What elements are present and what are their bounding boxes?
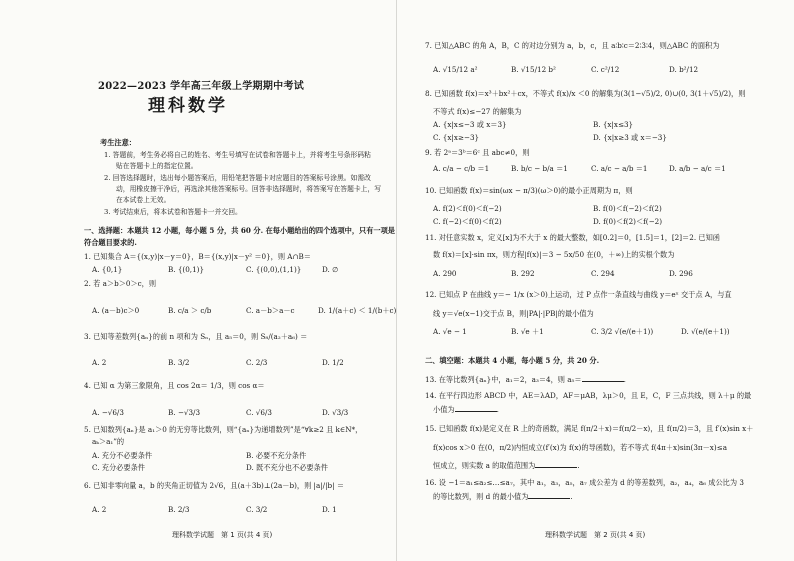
option-b: B. {(0,1)} xyxy=(168,265,205,274)
option-a: A. f(2)＜f(0)＜f(−2) xyxy=(433,204,502,213)
option-b: B. √e ＋1 xyxy=(511,327,544,336)
option-c: C. c²/12 xyxy=(591,65,620,74)
option-d: D. b²/12 xyxy=(669,65,699,74)
page-footer: 理科数学试题 第 1 页(共 4 页) xyxy=(172,531,273,539)
notice-line: 在本试卷上无效。 xyxy=(116,196,171,204)
option-c: C. {x|x≥−3} xyxy=(433,133,480,142)
question-stem: 4. 已知 α 为第三象限角，且 cos 2α＝ 1/3，则 cos α＝ xyxy=(84,381,265,390)
question-stem: 12. 已知点 P 在曲线 y＝− 1/x (x＞0)上运动，过 P 点作一条直线与曲线 y＝eˣ 交于点 A，与直 xyxy=(425,290,732,299)
fill-question: 16. 设 −1＝a₁≤a₂≤…≤a₇，其中 a₁，a₃，a₅，a₇ 成公差为 d 的等差数列，a₂，a₄，a₆ 成公比为 3 xyxy=(425,478,744,487)
option-b: B. −√3/3 xyxy=(168,408,201,417)
question-stem-cont: 数 f(x)＝[x]·sin πx，则方程|f(x)|＝3 − 5x/50 在(0，＋∞)上的实根个数为 xyxy=(433,250,675,259)
option-a: A. {x|x≤−3 或 x＝3} xyxy=(433,120,507,129)
question-stem-cont: 线 y＝√e(x−1)交于点 B，则|PA|·|PB|的最小值为 xyxy=(433,309,594,318)
option-c: C. 3/2 √(e/(e＋1)) xyxy=(591,327,654,336)
option-c: C. a/c − a/b ＝1 xyxy=(591,164,648,173)
option-c: C. {(0,0),(1,1)} xyxy=(246,265,302,274)
option-a: A. (a－b)c＞0 xyxy=(92,306,140,315)
option-c: C. 3/2 xyxy=(246,505,268,514)
fill-question: 13. 在等比数列{aₙ}中，a₁＝2，a₃＝4，则 a₅＝ . xyxy=(425,375,626,384)
notice-line: 1. 答题前，考生务必将自己的姓名、考生号填写在试卷和答题卡上，并将考生号条形码粘 xyxy=(104,151,371,159)
option-c: C. 294 xyxy=(591,269,615,278)
question-stem: 11. 对任意实数 x，定义[x]为不大于 x 的最大整数，如[0.2]＝0，[1.5]＝1，[2]＝2. 已知函 xyxy=(425,233,720,242)
answer-blank xyxy=(528,491,570,499)
notice-line: 贴在答题卡上的指定位置。 xyxy=(116,162,198,170)
option-a: A. −√6/3 xyxy=(92,408,124,417)
fill-question-cont: 的等比数列，则 d 的最小值为 . xyxy=(433,492,573,501)
notice-title: 考生注意： xyxy=(100,138,136,147)
option-b: B. 3/2 xyxy=(168,358,190,367)
option-a: A. 2 xyxy=(92,358,107,367)
option-b: B. c/a ＞ c/b xyxy=(168,306,212,315)
question-stem: 3. 已知等差数列{aₙ}的前 n 项和为 Sₙ，且 a₅＝0，则 S₈/(a₂＋a₆) ＝ xyxy=(84,332,308,341)
option-a: A. 290 xyxy=(433,269,457,278)
question-stem: 2. 若 a＞b＞0＞c，则 xyxy=(84,279,157,288)
option-d: D. 1/2 xyxy=(322,358,344,367)
option-c: C. √6/3 xyxy=(246,408,272,417)
option-d: D. 既不充分也不必要条件 xyxy=(246,463,328,472)
question-stem: 10. 已知函数 f(x)＝sin(ωx − π/3)(ω＞0)的最小正周期为 π，则 xyxy=(425,186,633,195)
option-c: C. f(−2)＜f(0)＜f(2) xyxy=(433,217,502,226)
question-stem: 7. 已知△ABC 的角 A，B，C 的对边分别为 a，b，c，且 a∶b∶c＝2∶3∶4，则△ABC 的面积为 xyxy=(425,41,720,50)
option-c: C. 充分必要条件 xyxy=(92,463,145,472)
fill-question: 14. 在平行四边形 ABCD 中，AE＝λAD，AF＝μAB，λμ＞0，且 E，C，F 三点共线，则 λ＋μ 的最 xyxy=(425,391,752,400)
option-b: B. b/c − b/a ＝1 xyxy=(511,164,568,173)
fill-question-cont: 小值为 . xyxy=(433,405,499,414)
option-d: D. f(0)＜f(2)＜f(−2) xyxy=(593,217,662,226)
option-d: D. 1 xyxy=(322,505,337,514)
option-d: D. 296 xyxy=(669,269,693,278)
fill-question-cont: f(x)cos x＞0 在(0，π/2)内恒成立(f′(x)为 f(x)的导函数)，若不等式 f(4π＋x)sin(3π－x)≤a xyxy=(433,443,727,452)
page-footer: 理科数学试题 第 2 页(共 4 页) xyxy=(545,531,646,539)
question-stem-cont: aₖ＞a₁”的 xyxy=(92,437,125,446)
option-b: B. 292 xyxy=(511,269,535,278)
option-b: B. {x|x≤3} xyxy=(593,120,634,129)
question-stem-cont: 不等式 f(x)≤−27 的解集为 xyxy=(433,107,522,116)
option-c: C. 2/3 xyxy=(246,358,268,367)
fill-question-text: 小值为 xyxy=(433,405,455,414)
question-stem: 9. 若 2ᵃ＝3ᵇ＝6ᶜ 且 abc≠0，则 xyxy=(425,148,530,157)
fill-question-text: 恒成立，则实数 a 的取值范围为 xyxy=(433,461,536,470)
question-stem: 1. 已知集合 A＝{(x,y)|x－y＝0}，B＝{(x,y)|x－y² ＝0}，则 A∩B＝ xyxy=(84,252,311,261)
question-stem: 8. 已知函数 f(x)＝x³＋bx²＋cx，不等式 f(x)/x ＜0 的解集为(3(1−√5)/2, 0)∪(0, 3(1＋√5)/2)，则 xyxy=(425,89,746,98)
option-d: D. {x|x≥3 或 x＝−3} xyxy=(593,133,667,142)
fill-question-cont: 恒成立，则实数 a 的取值范围为 . xyxy=(433,461,580,470)
exam-title: 2022—2023 学年高三年级上学期期中考试 xyxy=(98,81,305,92)
fill-question-text: 13. 在等比数列{aₙ}中，a₁＝2，a₃＝4，则 a₅＝ xyxy=(425,375,582,384)
exam-page-2 xyxy=(397,0,794,561)
option-d: D. ∅ xyxy=(322,265,339,274)
option-a: A. 充分不必要条件 xyxy=(92,451,153,460)
option-b: B. 2/3 xyxy=(168,505,190,514)
option-a: A. √15/12 a² xyxy=(433,65,478,74)
option-d: D. a/b − a/c ＝1 xyxy=(669,164,726,173)
option-d: D. √3/3 xyxy=(322,408,349,417)
question-stem: 6. 已知非零向量 a，b 的夹角正切值为 2√6，且(a＋3b)⊥(2a－b)，则 |a|/|b| ＝ xyxy=(84,481,345,490)
fill-question: 15. 已知函数 f(x)是定义在 R 上的奇函数，满足 f(π/2＋x)＝f(π/2－x)，且 f(π/2)＝3，且 f′(x)sin x＋ xyxy=(425,424,754,433)
option-b: B. 必要不充分条件 xyxy=(246,451,307,460)
question-stem: 5. 已知数列{aₙ}是 a₁＞0 的无穷等比数列，则“{aₙ}为递增数列”是“∀k≥2 且 k∈N*， xyxy=(84,425,363,434)
answer-blank xyxy=(455,404,497,412)
option-a: A. √e − 1 xyxy=(433,327,467,336)
option-d: D. √(e/(e＋1)) xyxy=(681,327,730,336)
answer-blank xyxy=(582,374,624,382)
option-d: D. 1/(a＋c) ＜ 1/(b＋c) xyxy=(318,306,397,315)
section-2-title: 二、填空题：本题共 4 小题，每小题 5 分，共 20 分. xyxy=(425,356,600,365)
section-1-title-cont: 符合题目要求的. xyxy=(84,238,137,247)
option-a: A. 2 xyxy=(92,505,107,514)
notice-line: 3. 考试结束后，将本试卷和答题卡一并交回。 xyxy=(104,208,242,216)
option-a: A. {0,1} xyxy=(92,265,123,274)
option-c: C. a－b＞a－c xyxy=(246,306,295,315)
notice-line: 动，用橡皮擦干净后，再选涂其他答案标号。回答非选择题时，将答案写在答题卡上，写 xyxy=(116,185,382,193)
section-1-title: 一、选择题：本题共 12 小题，每小题 5 分，共 60 分. 在每小题给出的四个选项中，只有一项是 xyxy=(84,226,395,235)
option-a: A. c/a − c/b ＝1 xyxy=(433,164,490,173)
option-b: B. f(0)＜f(−2)＜f(2) xyxy=(593,204,662,213)
answer-blank xyxy=(535,460,577,468)
subject-title: 理科数学 xyxy=(148,96,228,116)
notice-line: 2. 回答选择题时，选出每小题答案后，用铅笔把答题卡对应题目的答案标号涂黑。如需改 xyxy=(104,174,371,182)
fill-question-text: 的等比数列，则 d 的最小值为 xyxy=(433,492,529,501)
option-b: B. √15/12 b² xyxy=(511,65,556,74)
